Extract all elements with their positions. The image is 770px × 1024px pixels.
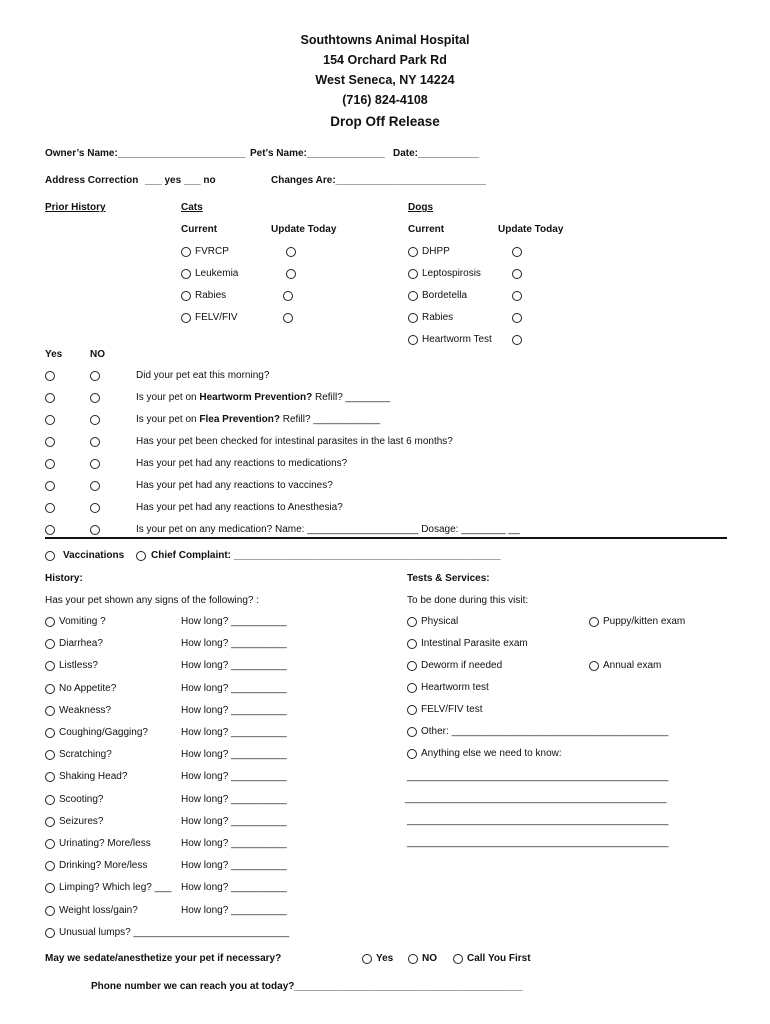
sedate-call-first-radio[interactable] (453, 954, 463, 964)
q6-yes-radio[interactable] (45, 481, 55, 491)
notes-line-2[interactable]: _______________________________________________ (405, 793, 667, 804)
dhpp-current-radio[interactable] (408, 247, 418, 257)
symptom-radio[interactable] (45, 906, 55, 916)
cat-rabies-label: Rabies (195, 290, 227, 301)
how-long-field[interactable]: How long? __________ (181, 616, 287, 627)
q3-no-radio[interactable] (90, 415, 100, 425)
q3-text-a: Is your pet on (136, 414, 200, 425)
symptom-label: No Appetite? (59, 683, 117, 694)
symptom-label: Weight loss/gain? (59, 905, 138, 916)
symptom-label: Coughing/Gagging? (59, 727, 148, 738)
q3-text-b: Flea Prevention? (199, 414, 280, 425)
clinic-phone: (716) 824-4108 (342, 93, 428, 107)
owner-name-field[interactable]: Owner’s Name:_______________________ (45, 148, 246, 159)
symptom-label: Limping? Which leg? ___ (59, 882, 172, 893)
felv-fiv-test-label: FELV/FIV test (421, 704, 483, 715)
dog-rabies-current-radio[interactable] (408, 313, 418, 323)
cat-rabies-current-radio[interactable] (181, 291, 191, 301)
q1-no-radio[interactable] (90, 371, 100, 381)
question-ate-this-morning: Did your pet eat this morning? (136, 370, 270, 381)
fvrcp-current-radio[interactable] (181, 247, 191, 257)
heartworm-update-radio[interactable] (512, 335, 522, 345)
dogs-heading: Dogs (408, 202, 433, 213)
annual-exam-radio[interactable] (589, 661, 599, 671)
symptom-radio[interactable] (45, 661, 55, 671)
sedate-no-label: NO (422, 953, 437, 964)
symptom-label: Unusual lumps? ____________________________ (59, 927, 290, 938)
lepto-current-radio[interactable] (408, 269, 418, 279)
puppy-kitten-radio[interactable] (589, 617, 599, 627)
q4-no-radio[interactable] (90, 437, 100, 447)
signs-question: Has your pet shown any signs of the following? : (45, 595, 260, 606)
changes-field[interactable]: Changes Are:___________________________ (271, 175, 486, 186)
bordetella-label: Bordetella (422, 290, 468, 301)
notes-line-1[interactable]: _______________________________________________ (407, 771, 669, 782)
other-service-field[interactable]: Other: _______________________________________ (421, 726, 669, 737)
symptom-label: Weakness? (59, 705, 112, 716)
dogs-update-heading: Update Today (498, 224, 564, 235)
symptom-label: Seizures? (59, 816, 104, 827)
symptom-radio[interactable] (45, 617, 55, 627)
how-long-field[interactable]: How long? __________ (181, 771, 287, 782)
clinic-city: West Seneca, NY 14224 (315, 73, 455, 87)
leptospirosis-label: Leptospirosis (422, 268, 481, 279)
symptom-radio[interactable] (45, 706, 55, 716)
annual-exam-label: Annual exam (603, 660, 662, 671)
q2-no-radio[interactable] (90, 393, 100, 403)
dog-rabies-label: Rabies (422, 312, 454, 323)
q3-yes-radio[interactable] (45, 415, 55, 425)
question-heartworm-prevention (136, 392, 390, 403)
pet-name-field[interactable]: Pet’s Name:______________ (250, 148, 385, 159)
how-long-field[interactable]: How long? __________ (181, 838, 287, 849)
clinic-street: 154 Orchard Park Rd (323, 53, 447, 67)
how-long-field[interactable]: How long? __________ (181, 816, 287, 827)
notes-line-4[interactable]: _______________________________________________ (407, 837, 669, 848)
chief-complaint-field[interactable]: Chief Complaint: ________________________________________________ (151, 550, 501, 561)
question-intestinal-parasites: Has your pet been checked for intestinal parasites in the last 6 months? (136, 436, 453, 447)
history-heading: History: (45, 573, 83, 584)
symptom-radio[interactable] (45, 772, 55, 782)
how-long-field[interactable]: How long? __________ (181, 905, 287, 916)
heartworm-test-service-label: Heartworm test (421, 682, 489, 693)
lepto-update-radio[interactable] (512, 269, 522, 279)
symptom-radio[interactable] (45, 817, 55, 827)
cats-current-heading: Current (181, 224, 218, 235)
parasite-exam-radio[interactable] (407, 639, 417, 649)
fvrcp-label: FVRCP (195, 246, 229, 257)
q6-no-radio[interactable] (90, 481, 100, 491)
cats-heading: Cats (181, 202, 203, 213)
felv-fiv-update-radio[interactable] (283, 313, 293, 323)
q8-yes-radio[interactable] (45, 525, 55, 535)
how-long-field[interactable]: How long? __________ (181, 727, 287, 738)
dog-rabies-update-radio[interactable] (512, 313, 522, 323)
clinic-name: Southtowns Animal Hospital (300, 33, 470, 47)
symptom-label: Scooting? (59, 794, 104, 805)
cats-update-heading: Update Today (271, 224, 337, 235)
symptom-radio[interactable] (45, 928, 55, 938)
symptom-radio[interactable] (45, 883, 55, 893)
how-long-field[interactable]: How long? __________ (181, 882, 287, 893)
symptom-radio[interactable] (45, 795, 55, 805)
phone-number-field[interactable]: Phone number we can reach you at today?_________________________________________ (91, 981, 523, 992)
address-correction-label: Address Correction (45, 175, 139, 186)
heartworm-test-radio[interactable] (407, 683, 417, 693)
bordetella-current-radio[interactable] (408, 291, 418, 301)
felv-fiv-test-radio[interactable] (407, 705, 417, 715)
to-be-done-label: To be done during this visit: (407, 595, 529, 606)
question-flea-prevention (136, 414, 380, 425)
question-current-medication[interactable]: Is your pet on any medication? Name: ____________________ Dosage: ________ __ (136, 524, 520, 535)
q2-text-b: Heartworm Prevention? (199, 392, 313, 403)
q7-yes-radio[interactable] (45, 503, 55, 513)
symptom-label: Vomiting ? (59, 616, 106, 627)
q2-yes-radio[interactable] (45, 393, 55, 403)
deworm-label: Deworm if needed (421, 660, 503, 671)
q7-no-radio[interactable] (90, 503, 100, 513)
form-title: Drop Off Release (330, 114, 440, 129)
vaccinations-radio[interactable] (45, 551, 55, 561)
symptom-radio[interactable] (45, 839, 55, 849)
sedate-call-first-label: Call You First (467, 953, 531, 964)
question-medication-reactions: Has your pet had any reactions to medications? (136, 458, 348, 469)
prior-history-heading: Prior History (45, 202, 106, 213)
chief-complaint-radio[interactable] (136, 551, 146, 561)
q2-refill[interactable]: Refill? ________ (312, 392, 391, 403)
symptom-label: Scratching? (59, 749, 112, 760)
sedate-yes-radio[interactable] (362, 954, 372, 964)
symptom-radio[interactable] (45, 861, 55, 871)
how-long-field[interactable]: How long? __________ (181, 705, 287, 716)
felv-fiv-current-radio[interactable] (181, 313, 191, 323)
tests-services-heading: Tests & Services: (407, 573, 490, 584)
leukemia-current-radio[interactable] (181, 269, 191, 279)
q8-no-radio[interactable] (90, 525, 100, 535)
how-long-field[interactable]: How long? __________ (181, 794, 287, 805)
q5-no-radio[interactable] (90, 459, 100, 469)
sedate-question: May we sedate/anesthetize your pet if necessary? (45, 953, 282, 964)
physical-label: Physical (421, 616, 459, 627)
deworm-radio[interactable] (407, 661, 417, 671)
symptom-radio[interactable] (45, 639, 55, 649)
symptom-label: Shaking Head? (59, 771, 128, 782)
felv-fiv-label: FELV/FIV (195, 312, 238, 323)
symptom-radio[interactable] (45, 728, 55, 738)
dhpp-label: DHPP (422, 246, 450, 257)
yes-column-heading: Yes (45, 349, 63, 360)
sedate-no-radio[interactable] (408, 954, 418, 964)
symptom-radio[interactable] (45, 750, 55, 760)
anything-else-label: Anything else we need to know: (421, 748, 562, 759)
section-divider (45, 537, 727, 539)
puppy-kitten-label: Puppy/kitten exam (603, 616, 686, 627)
symptom-label: Diarrhea? (59, 638, 103, 649)
no-column-heading: NO (90, 349, 105, 360)
symptom-radio[interactable] (45, 684, 55, 694)
leukemia-update-radio[interactable] (286, 269, 296, 279)
parasite-exam-label: Intestinal Parasite exam (421, 638, 528, 649)
sedate-yes-label: Yes (376, 953, 394, 964)
fvrcp-update-radio[interactable] (286, 247, 296, 257)
q1-yes-radio[interactable] (45, 371, 55, 381)
anything-else-radio[interactable] (407, 749, 417, 759)
physical-radio[interactable] (407, 617, 417, 627)
question-vaccine-reactions: Has your pet had any reactions to vaccines? (136, 480, 333, 491)
notes-line-3[interactable]: _______________________________________________ (407, 815, 669, 826)
q2-text-a: Is your pet on (136, 392, 200, 403)
how-long-field[interactable]: How long? __________ (181, 683, 287, 694)
how-long-field[interactable]: How long? __________ (181, 749, 287, 760)
q4-yes-radio[interactable] (45, 437, 55, 447)
dogs-current-heading: Current (408, 224, 445, 235)
heartworm-test-label: Heartworm Test (422, 334, 492, 345)
heartworm-current-radio[interactable] (408, 335, 418, 345)
other-service-radio[interactable] (407, 727, 417, 737)
symptom-label: Listless? (59, 660, 98, 671)
cat-rabies-update-radio[interactable] (283, 291, 293, 301)
q5-yes-radio[interactable] (45, 459, 55, 469)
how-long-field[interactable]: How long? __________ (181, 860, 287, 871)
vaccinations-label: Vaccinations (63, 550, 125, 561)
leukemia-label: Leukemia (195, 268, 239, 279)
q3-refill[interactable]: Refill? ____________ (279, 414, 381, 425)
symptom-label: Urinating? More/less (59, 838, 151, 849)
date-field[interactable]: Date:___________ (393, 148, 480, 159)
address-yes-no-field[interactable]: ___ yes ___ no (145, 175, 216, 186)
symptom-label: Drinking? More/less (59, 860, 148, 871)
question-anesthesia-reactions: Has your pet had any reactions to Anesthesia? (136, 502, 343, 513)
bordetella-update-radio[interactable] (512, 291, 522, 301)
dhpp-update-radio[interactable] (512, 247, 522, 257)
how-long-field[interactable]: How long? __________ (181, 638, 287, 649)
how-long-field[interactable]: How long? __________ (181, 660, 287, 671)
